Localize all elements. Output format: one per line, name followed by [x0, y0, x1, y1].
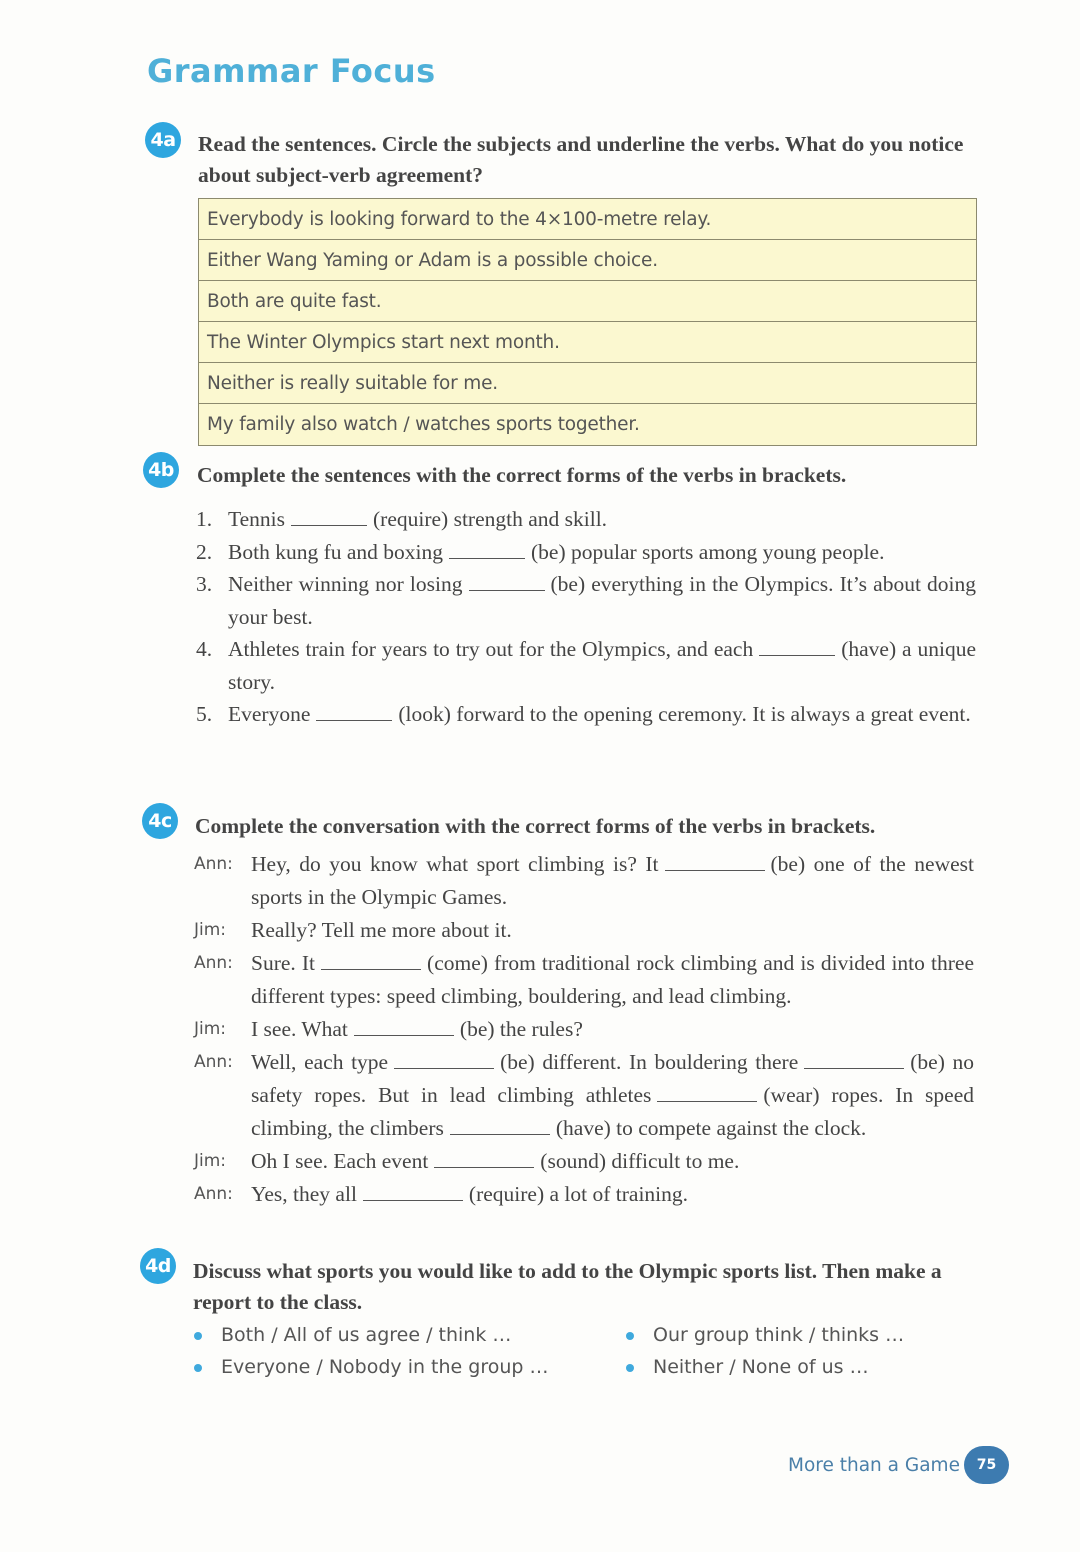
exercise-item — [196, 633, 976, 698]
answer-blank[interactable] — [450, 1117, 550, 1135]
dialogue-text: Well, each type — [251, 1050, 389, 1074]
dialogue-text: (sound) difficult to me. — [540, 1149, 740, 1173]
example-sentences-table — [198, 198, 977, 446]
exercise-4b-list — [196, 503, 976, 731]
item-text-before: Athletes train for years to try out for the Olympics, and each — [228, 637, 754, 661]
bullet-dot-icon — [626, 1332, 634, 1340]
dialogue-line — [194, 947, 974, 1013]
answer-blank[interactable] — [363, 1183, 463, 1201]
item-text-after: (be) everything in the Olympics. It’s about doing your best. — [228, 572, 976, 629]
section-4a-badge: 4a — [145, 122, 181, 158]
dialogue-text: (come) from traditional rock climbing and is divided into three different types: speed climbing, bouldering, and lead climbing. — [251, 951, 974, 1008]
item-number: 4. — [196, 637, 213, 661]
item-text-after: (be) popular sports among young people. — [531, 539, 885, 564]
phrase-item — [624, 1322, 972, 1348]
dialogue-text: (be) no safety ropes. But in lead climbing athletes — [251, 1050, 974, 1107]
item-number: 1. — [196, 507, 213, 531]
answer-blank[interactable] — [657, 1084, 757, 1102]
speaker-label: Ann: — [194, 1184, 233, 1204]
section-4d-badge: 4d — [140, 1248, 176, 1284]
item-text-before: Neither winning nor losing — [228, 572, 463, 596]
dialogue-text: (be) one of the newest sports in the Olympic Games. — [251, 852, 974, 909]
unit-title: More than a Game — [788, 1455, 960, 1476]
exercise-item — [196, 568, 976, 633]
sentence-row: Everybody is looking forward to the 4×100-metre relay. — [199, 199, 976, 240]
item-text-before: Everyone — [228, 702, 311, 726]
answer-blank[interactable] — [759, 638, 835, 656]
dialogue-text: Oh I see. Each event — [251, 1149, 429, 1173]
dialogue-text: Really? Tell me more about it. — [251, 918, 512, 942]
bullet-dot-icon — [626, 1364, 634, 1372]
speaker-label: Jim: — [194, 1151, 227, 1171]
item-text-after: (require) strength and skill. — [373, 507, 608, 531]
answer-blank[interactable] — [665, 853, 765, 871]
dialogue-line — [194, 1145, 974, 1178]
sentence-row: Neither is really suitable for me. — [199, 363, 976, 404]
item-text-after: (have) a unique story. — [228, 637, 976, 694]
sentence-row: My family also watch / watches sports together. — [207, 414, 640, 435]
conversation — [194, 848, 974, 1211]
answer-blank[interactable] — [316, 703, 392, 721]
item-text-before: Both kung fu and boxing — [228, 539, 443, 564]
section-4c-badge: 4c — [142, 803, 178, 839]
item-text-before: Tennis — [228, 507, 286, 531]
section-4a-instruction: Read the sentences. Circle the subjects and underline the verbs. What do you notice about subject-verb agreement? — [198, 132, 964, 187]
answer-blank[interactable] — [434, 1150, 534, 1168]
dialogue-line — [194, 1013, 974, 1046]
dialogue-text: (be) different. In bouldering there — [500, 1050, 799, 1074]
bullet-dot-icon — [194, 1332, 202, 1340]
exercise-item — [196, 536, 976, 569]
dialogue-line — [194, 914, 974, 947]
section-4b-badge: 4b — [143, 452, 179, 488]
dialogue-text: Yes, they all — [251, 1182, 357, 1206]
dialogue-text: Sure. It — [251, 951, 316, 975]
item-number: 2. — [196, 539, 213, 564]
answer-blank[interactable] — [394, 1051, 494, 1069]
answer-blank[interactable] — [321, 952, 421, 970]
phrase-text: Both / All of us agree / think … — [221, 1324, 512, 1346]
phrase-item — [192, 1322, 624, 1348]
speaker-label: Ann: — [194, 1052, 233, 1072]
dialogue-text: (wear) ropes. In speed climbing, the climbers — [251, 1083, 974, 1140]
section-4d-instruction: Discuss what sports you would like to add to the Olympic sports list. Then make a report to the class. — [193, 1259, 942, 1314]
speaker-label: Jim: — [194, 1019, 227, 1039]
sentence-row: The Winter Olympics start next month. — [199, 322, 976, 363]
phrase-bank — [192, 1322, 972, 1380]
sentence-row: Either Wang Yaming or Adam is a possible choice. — [199, 240, 976, 281]
item-number: 3. — [196, 572, 213, 596]
dialogue-text: (have) to compete against the clock. — [555, 1116, 867, 1140]
speaker-label: Ann: — [194, 854, 233, 874]
dialogue-text: (be) the rules? — [459, 1017, 583, 1041]
exercise-item — [196, 503, 976, 536]
section-4b-instruction: Complete the sentences with the correct forms of the verbs in brackets. — [197, 463, 847, 487]
phrase-text: Our group think / thinks … — [653, 1324, 905, 1346]
answer-blank[interactable] — [354, 1018, 454, 1036]
answer-blank[interactable] — [449, 541, 525, 559]
speaker-label: Jim: — [194, 920, 227, 940]
dialogue-text: Hey, do you know what sport climbing is? It — [251, 852, 659, 876]
dialogue-text: (require) a lot of training. — [468, 1182, 689, 1206]
page-title: Grammar Focus — [147, 52, 436, 90]
exercise-item — [196, 698, 976, 731]
dialogue-text: I see. What — [251, 1017, 348, 1041]
phrase-item — [192, 1354, 624, 1380]
answer-blank[interactable] — [291, 508, 367, 526]
item-number: 5. — [196, 702, 213, 726]
answer-blank[interactable] — [804, 1051, 904, 1069]
phrase-text: Neither / None of us … — [653, 1356, 869, 1378]
speaker-label: Ann: — [194, 953, 233, 973]
sentence-row: Both are quite fast. — [199, 281, 976, 322]
page-number: 75 — [964, 1446, 1009, 1484]
item-text-after: (look) forward to the opening ceremony. It is always a great event. — [398, 702, 971, 726]
answer-blank[interactable] — [469, 573, 545, 591]
dialogue-line — [194, 1178, 974, 1211]
dialogue-line — [194, 848, 974, 914]
section-4c-instruction: Complete the conversation with the correct forms of the verbs in brackets. — [195, 814, 876, 838]
dialogue-line — [194, 1046, 974, 1145]
bullet-dot-icon — [194, 1364, 202, 1372]
phrase-text: Everyone / Nobody in the group … — [221, 1356, 549, 1378]
phrase-item — [624, 1354, 972, 1380]
